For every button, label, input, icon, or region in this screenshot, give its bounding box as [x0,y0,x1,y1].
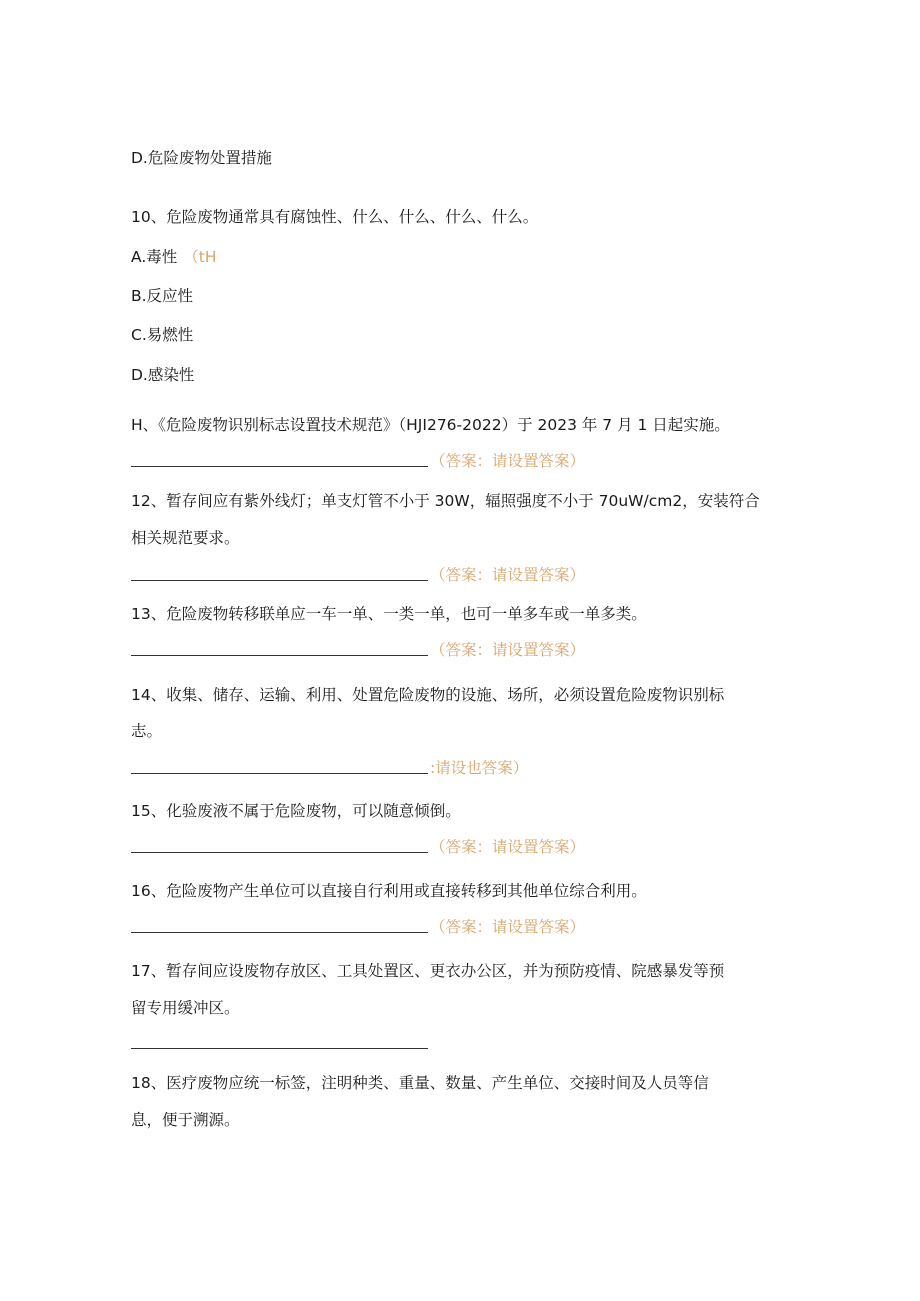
q17-answer-blank[interactable] [131,1047,428,1049]
q10-option-a [131,246,217,268]
q17-answer-row [131,1035,428,1057]
q10-question: 10、危险废物通常具有腐蚀性、什么、什么、什么、什么。 [131,208,539,226]
q10-option-a-text: A.毒性 [131,248,178,266]
q12-answer-blank[interactable] [131,579,428,581]
q17-line2: 留专用缓冲区。 [131,999,240,1017]
q12-line2: 相关规范要求。 [131,529,240,547]
q10-option-c: C.易燃性 [131,326,194,344]
q14-answer-blank[interactable] [131,772,428,774]
q16-answer-row [131,916,585,938]
q15-answer-row [131,836,585,858]
q13-answer-blank[interactable] [131,654,428,656]
q16-answer-blank[interactable] [131,931,428,933]
q17-line1: 17、暂存间应设废物存放区、工具处置区、更衣办公区，并为预防疫情、院感暴发等预 [131,962,725,980]
q11-text: H、《危险废物识别标志设置技术规范》（HJI276-2022）于 2023 年 7 月 1 日起实施。 [131,416,730,434]
q16-text: 16、危险废物产生单位可以直接自行利用或直接转移到其他单位综合利用。 [131,882,647,900]
q14-line1: 14、收集、储存、运输、利用、处置危险废物的设施、场所，必须设置危险废物识别标 [131,686,725,704]
q18-line2: 息，便于溯源。 [131,1111,240,1129]
q13-answer-row [131,639,585,661]
q11-answer-blank[interactable] [131,465,428,467]
q10-option-a-mark: （tH [183,248,217,266]
q15-text: 15、化验废液不属于危险废物，可以随意倾倒。 [131,802,461,820]
q16-answer: （答案：请设置答案） [430,918,586,936]
q12-answer: （答案：请设置答案） [430,566,586,584]
q15-answer: （答案：请设置答案） [430,838,586,856]
q13-answer: （答案：请设置答案） [430,641,586,659]
q13-text: 13、危险废物转移联单应一车一单、一类一单，也可一单多车或一单多类。 [131,605,647,623]
q18-line1: 18、医疗废物应统一标签，注明种类、重量、数量、产生单位、交接时间及人员等信 [131,1074,709,1092]
q11-answer-row [131,450,585,472]
q10-option-b: B.反应性 [131,287,194,305]
q14-answer-row [131,757,528,779]
q10-option-d: D.感染性 [131,366,195,384]
q9-option-d: D.危险废物处置措施 [131,149,272,167]
q12-line1: 12、暂存间应有紫外线灯；单支灯管不小于 30W，辐照强度不小于 70uW∕cm2，安装符合 [131,492,760,510]
q12-answer-row [131,564,585,586]
q15-answer-blank[interactable] [131,851,428,853]
q14-answer: :请设也答案） [430,759,529,777]
q14-line2: 志。 [131,722,163,740]
q11-answer: （答案：请设置答案） [430,452,586,470]
